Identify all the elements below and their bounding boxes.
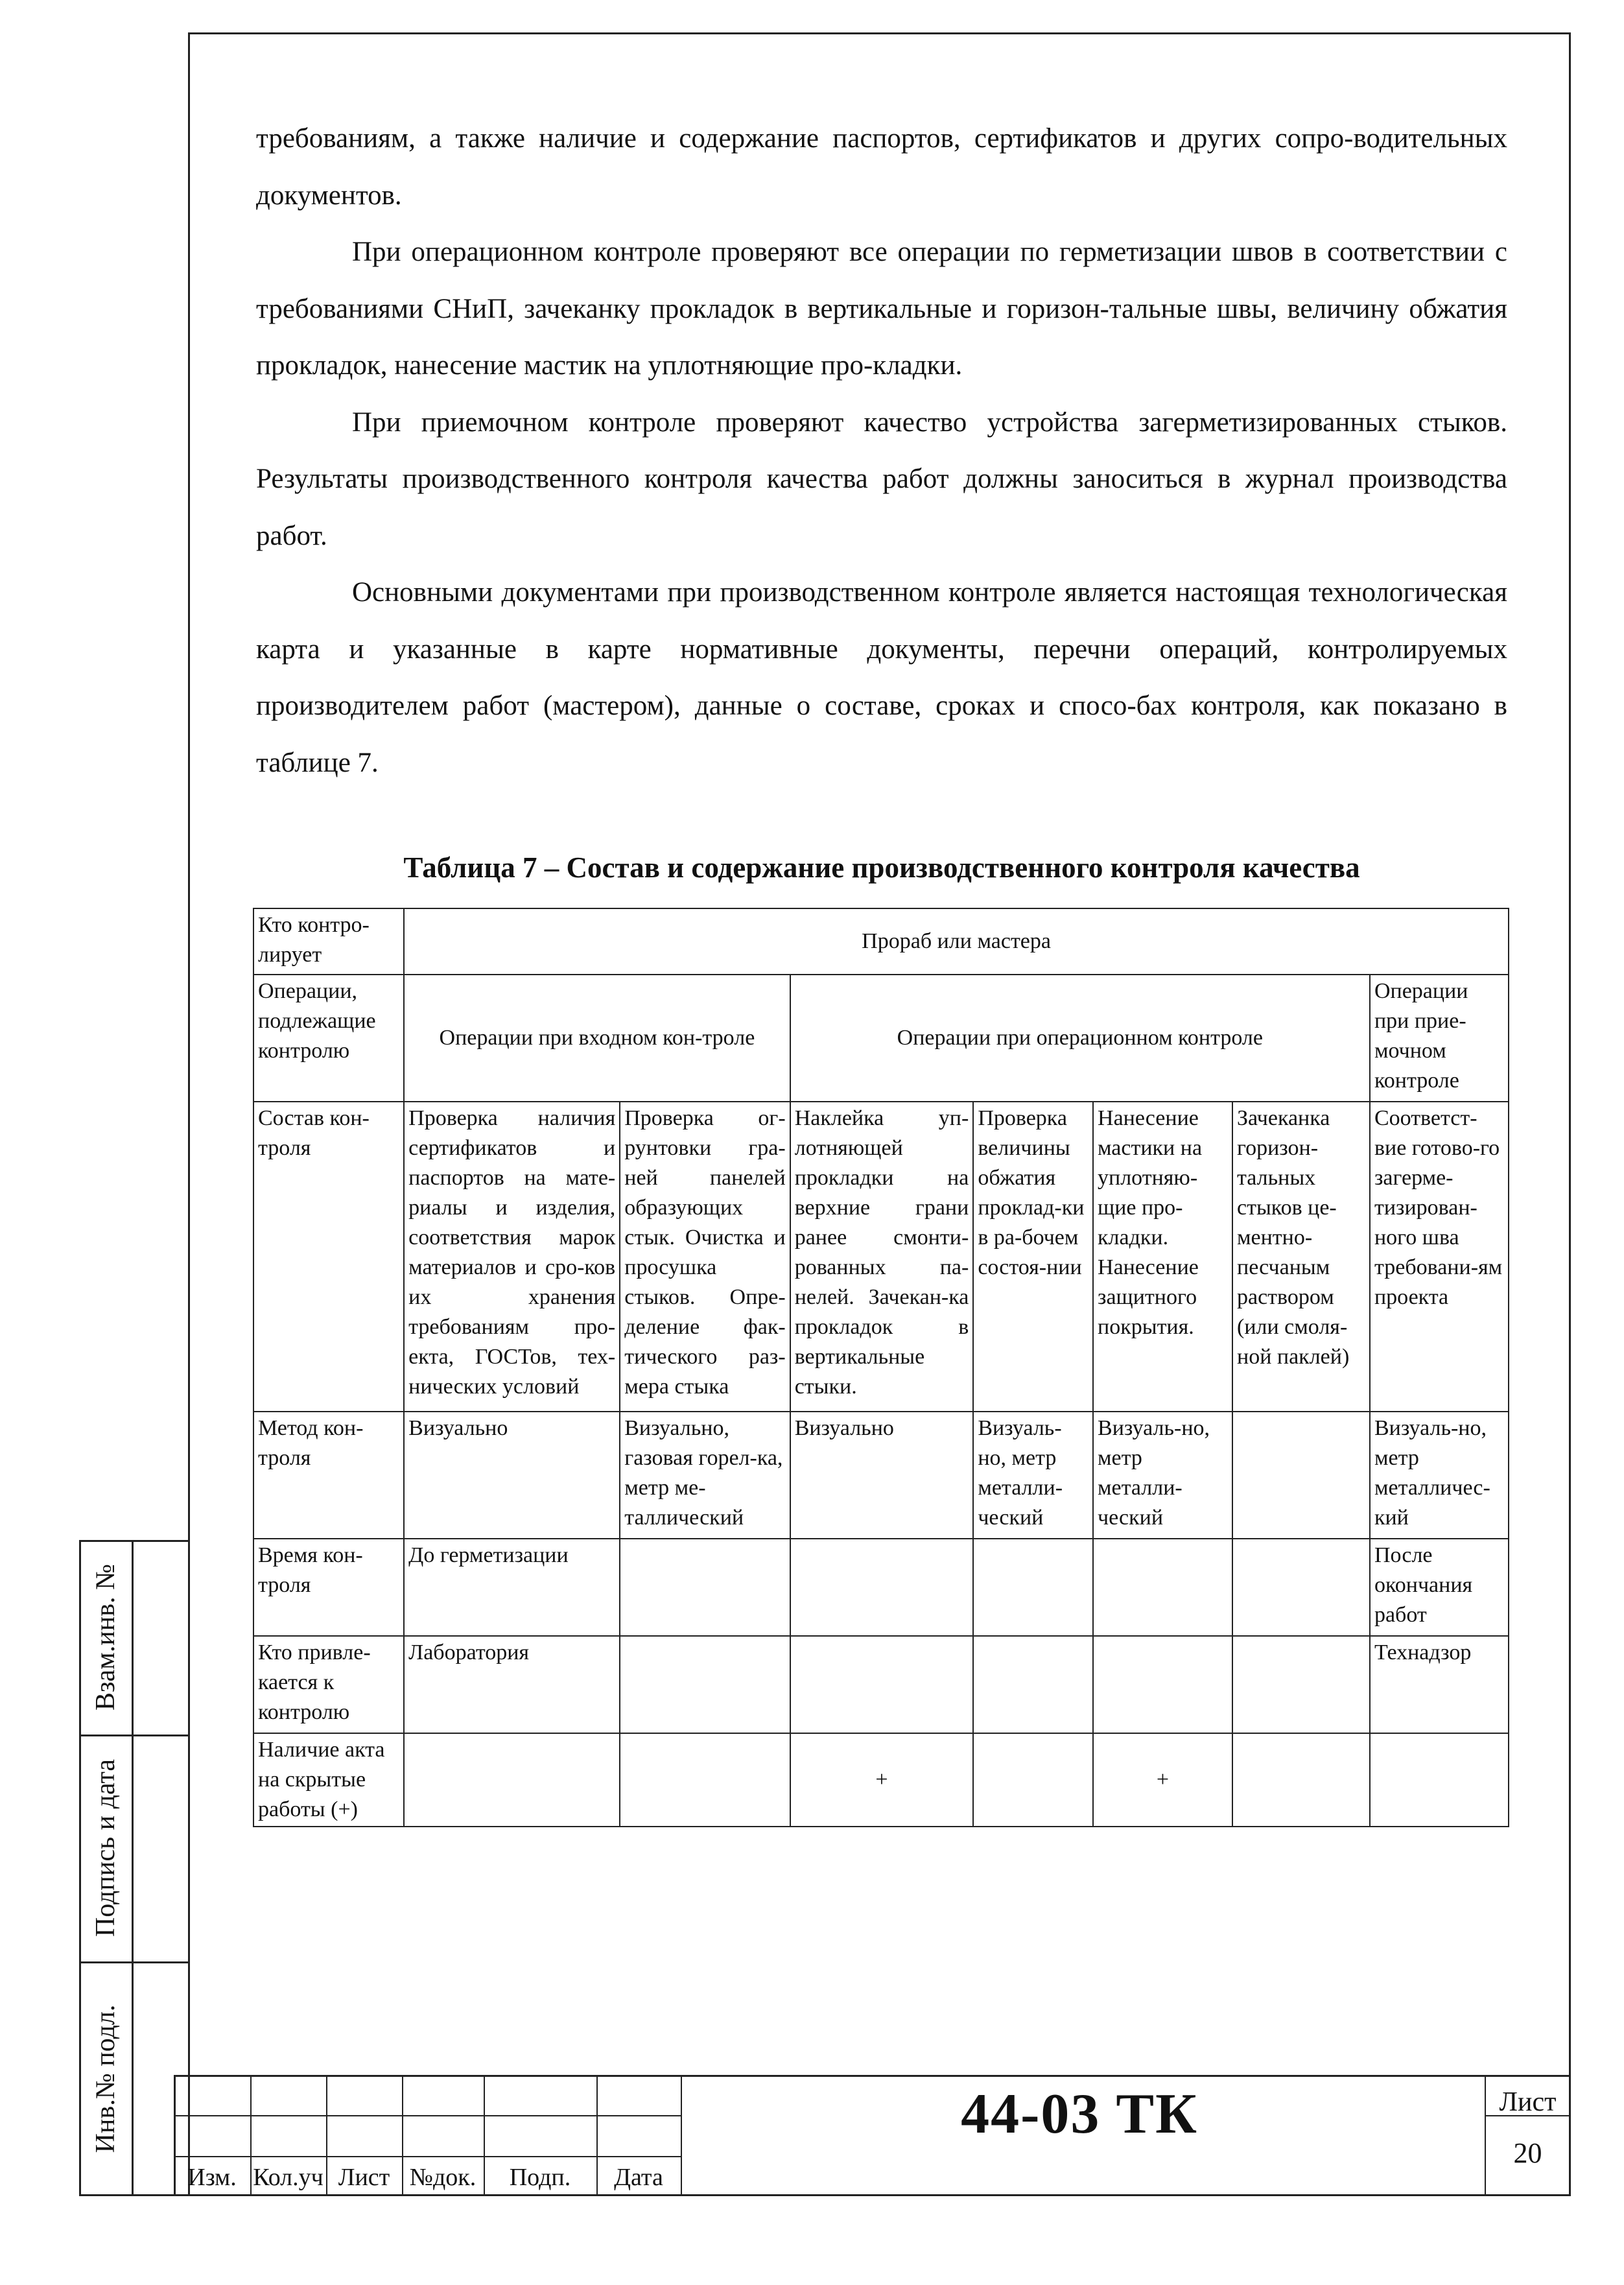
time-label: Время кон-троля bbox=[253, 1539, 404, 1636]
sheet-label: Лист bbox=[1499, 2087, 1557, 2117]
composition-label: Состав кон-троля bbox=[253, 1102, 404, 1412]
table-cell: После окончания работ bbox=[1370, 1539, 1509, 1636]
table-cell: Визуально, газовая горел-ка, метр ме-таллический bbox=[620, 1412, 790, 1539]
table-cell bbox=[790, 1636, 974, 1733]
op-operational-header: Операции при операционном контроле bbox=[790, 975, 1370, 1102]
table-cell bbox=[620, 1636, 790, 1733]
who-controls-value: Прораб или мастера bbox=[404, 908, 1509, 975]
table-cell: Нанесение мастики на уплотняю-щие про-кладки. Нанесение защитного покрытия. bbox=[1093, 1102, 1232, 1412]
operations-label: Операции, подлежащие контролю bbox=[253, 975, 404, 1102]
method-label: Метод кон-троля bbox=[253, 1412, 404, 1539]
table-cell: Соответст-вие готово-го загерме-тизирован-ного шва требовани-ям проекта bbox=[1370, 1102, 1509, 1412]
tb-label-data: Дата bbox=[614, 2164, 663, 2191]
table-row bbox=[253, 975, 1509, 1102]
table-cell: До герметизации bbox=[404, 1539, 620, 1636]
table-cell bbox=[620, 1733, 790, 1827]
stamp-podpis-data: Подпись и дата bbox=[79, 1734, 134, 1961]
table-cell bbox=[1232, 1539, 1370, 1636]
table-cell bbox=[973, 1539, 1093, 1636]
paragraph: Основными документами при производственном контроле является настоящая технологическая карта и указанные в карте нормативные документы, перечни операций, контролируемых производителем работ (мастером), данные о составе, сроках и спосо-бах контроля, как показано в таблице 7. bbox=[256, 577, 1507, 778]
table-cell: Проверка наличия сертификатов и паспортов на мате-риалы и изделия, соответствия марок материалов и сро-ков их хранения требованиям про-екта, ГОСТов, тех-нических условий bbox=[404, 1102, 620, 1412]
document-code: 44-03 ТК bbox=[961, 2083, 1198, 2146]
table-row bbox=[253, 908, 1509, 975]
table-cell bbox=[1093, 1636, 1232, 1733]
table-row bbox=[253, 1636, 1509, 1733]
table-cell bbox=[1232, 1412, 1370, 1539]
sheet-number: 20 bbox=[1513, 2137, 1542, 2169]
table-cell bbox=[404, 1733, 620, 1827]
table-cell: Визуаль-но, метр металличес-кий bbox=[1370, 1412, 1509, 1539]
table-cell bbox=[620, 1539, 790, 1636]
table-cell: + bbox=[790, 1733, 974, 1827]
table-row bbox=[253, 1102, 1509, 1412]
paragraph: требованиям, а также наличие и содержание паспортов, сертификатов и других сопро-водительных документов. bbox=[256, 123, 1507, 211]
quality-control-table bbox=[253, 908, 1509, 1827]
table-cell bbox=[973, 1636, 1093, 1733]
table-cell bbox=[973, 1733, 1093, 1827]
op-acceptance-header: Операции при прие-мочном контроле bbox=[1370, 975, 1509, 1102]
table-cell: Зачеканка горизон-тальных стыков це-ментно-песчаным раствором (или смоля-ной паклей) bbox=[1232, 1102, 1370, 1412]
table-cell bbox=[1232, 1636, 1370, 1733]
table-cell: Проверка величины обжатия проклад-ки в ра-бочем состоя-нии bbox=[973, 1102, 1093, 1412]
table-caption: Таблица 7 – Состав и содержание производственного контроля качества bbox=[403, 851, 1360, 884]
table-cell: + bbox=[1093, 1733, 1232, 1827]
op-input-header: Операции при входном кон-троле bbox=[404, 975, 790, 1102]
tb-label-kol-uch: Кол.уч bbox=[253, 2164, 324, 2191]
tb-label-n-dok: №док. bbox=[409, 2164, 477, 2191]
stamp-vzam-inv: Взам.инв. № bbox=[79, 1540, 134, 1734]
table-cell bbox=[790, 1539, 974, 1636]
table-cell: Визуаль-но, метр металли-ческий bbox=[973, 1412, 1093, 1539]
paragraph: При приемочном контроле проверяют качество устройства загерметизированных стыков. Результаты производственного контроля качества работ должны заноситься в журнал производства работ. bbox=[256, 407, 1507, 551]
table-cell bbox=[1232, 1733, 1370, 1827]
tb-label-list: Лист bbox=[338, 2164, 390, 2191]
act-label: Наличие акта на скрытые работы (+) bbox=[253, 1733, 404, 1827]
tb-label-izm: Изм. bbox=[187, 2164, 237, 2191]
table-cell: Визуально bbox=[790, 1412, 974, 1539]
paragraph: При операционном контроле проверяют все операции по герметизации швов в соответствии с требованиями СНиП, зачеканку прокладок в вертикальные и горизон-тальные швы, величину обжатия прокладок, нанесение мастик на уплотняющие про-кладки. bbox=[256, 237, 1507, 381]
table-row bbox=[253, 1539, 1509, 1636]
table-row bbox=[253, 1733, 1509, 1827]
body-text bbox=[256, 110, 1507, 791]
table-cell bbox=[1093, 1539, 1232, 1636]
who-involved-label: Кто привле-кается к контролю bbox=[253, 1636, 404, 1733]
table-cell: Проверка ог-рунтовки гра-ней панелей образующих стык. Очистка и просушка стыков. Опре-деление фак-тического раз-мера стыка bbox=[620, 1102, 790, 1412]
table-cell: Наклейка уп-лотняющей прокладки на верхние грани ранее смонти-рованных па-нелей. Зачекан-ка прокладок в вертикальные стыки. bbox=[790, 1102, 974, 1412]
table-cell: Визуаль-но, метр металли-ческий bbox=[1093, 1412, 1232, 1539]
tb-label-podp: Подп. bbox=[509, 2164, 571, 2191]
stamp-inv-podl: Инв.№ подл. bbox=[79, 1961, 134, 2196]
table-cell bbox=[1370, 1733, 1509, 1827]
table-cell: Технадзор bbox=[1370, 1636, 1509, 1733]
table-cell: Лаборатория bbox=[404, 1636, 620, 1733]
table-row bbox=[253, 1412, 1509, 1539]
table-cell: Визуально bbox=[404, 1412, 620, 1539]
who-controls-label: Кто контро-лирует bbox=[253, 908, 404, 975]
